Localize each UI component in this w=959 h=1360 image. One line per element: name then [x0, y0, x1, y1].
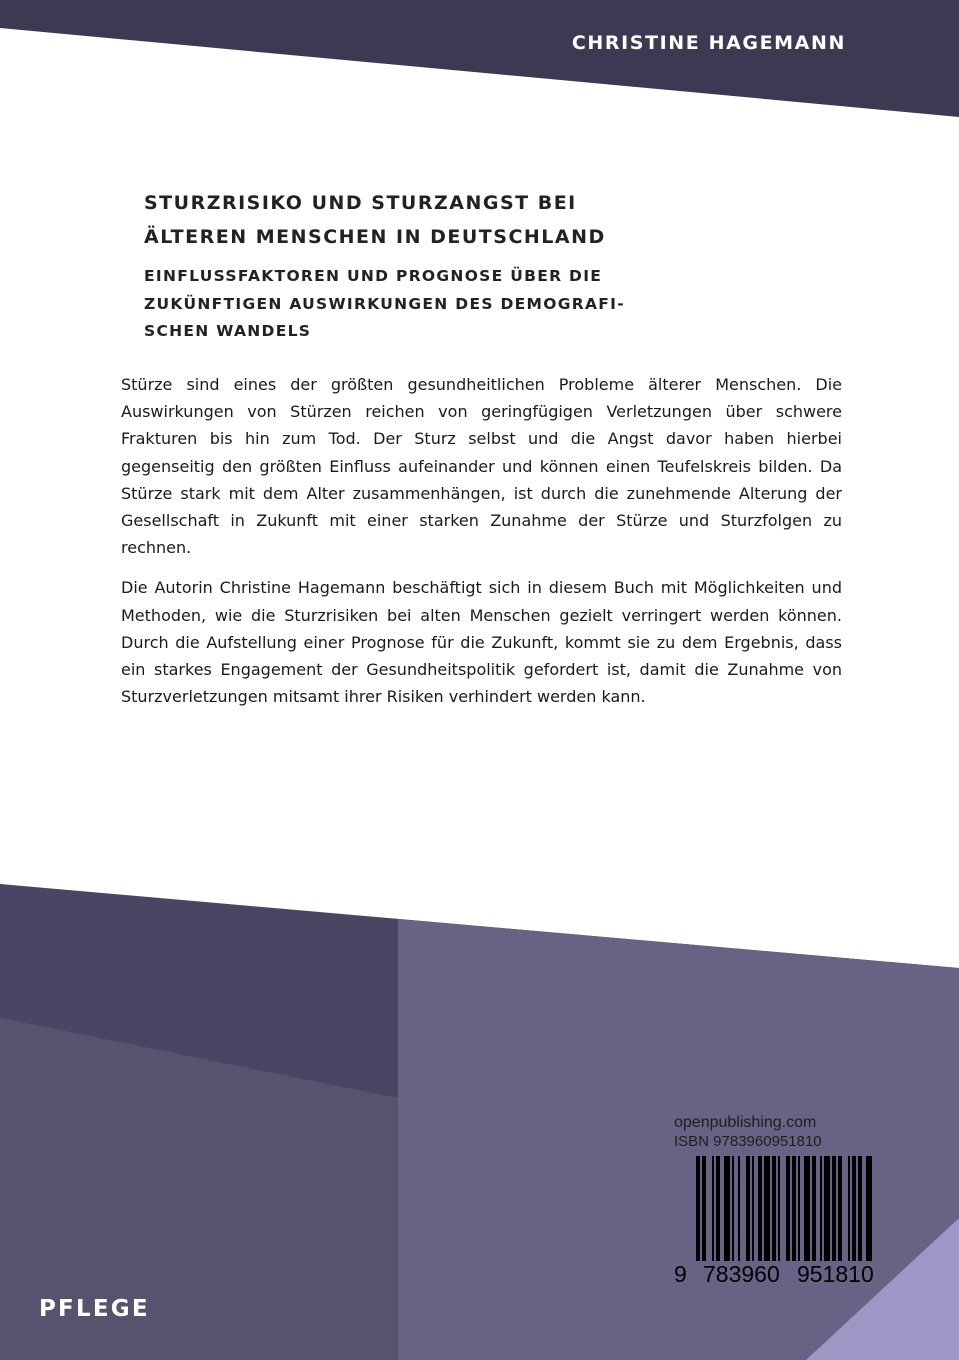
isbn-barcode — [696, 1156, 892, 1261]
barcode-bar — [792, 1156, 796, 1261]
barcode-bar — [798, 1156, 800, 1261]
barcode-bar — [724, 1156, 730, 1261]
barcode-bar — [778, 1156, 780, 1261]
barcode-bar — [758, 1156, 762, 1261]
barcode-bar — [812, 1156, 816, 1261]
book-subtitle-line: ZUKÜNFTIGEN AUSWIRKUNGEN DES DEMOGRAFI- — [144, 294, 625, 313]
barcode-bar — [752, 1156, 754, 1261]
book-title-line: ÄLTEREN MENSCHEN IN DEUTSCHLAND — [144, 226, 606, 248]
category-label: PFLEGE — [39, 1296, 150, 1322]
barcode-digit-prefix: 9 — [674, 1261, 687, 1287]
barcode-bar — [732, 1156, 734, 1261]
book-subtitle-line: SCHEN WANDELS — [144, 322, 312, 340]
barcode-bar — [786, 1156, 790, 1261]
barcode-bar — [702, 1156, 706, 1261]
blurb-paragraph: Die Autorin Christine Hagemann beschäftigt sich in diesem Buch mit Möglichkeiten und Methoden, wie die Sturzrisiken bei alten Menschen gezielt verringert werden können. Durch die Aufstellung einer Prognose für die Zukunft, kommt sie zu dem Ergebnis, dass ein starkes Engagement der Gesundheitspolitik gefordert ist, damit die Zunahme von Sturzverletzungen mitsamt ihrer Risiken verhindert werden kann. — [121, 578, 842, 707]
barcode-bar — [824, 1156, 830, 1261]
barcode-bar — [820, 1156, 822, 1261]
barcode-bar — [832, 1156, 836, 1261]
book-subtitle-line: EINFLUSSFAKTOREN UND PROGNOSE ÜBER DIE — [144, 267, 603, 285]
isbn-label: ISBN 9783960951810 — [674, 1133, 822, 1150]
book-title — [144, 186, 844, 254]
barcode-bar — [866, 1156, 872, 1261]
barcode-digit-group-right: 951810 — [797, 1261, 874, 1287]
barcode-bar — [772, 1156, 776, 1261]
barcode-bar — [716, 1156, 720, 1261]
barcode-bar — [858, 1156, 862, 1261]
book-title-line: STURZRISIKO UND STURZANGST BEI — [144, 192, 577, 214]
book-blurb — [121, 371, 842, 710]
barcode-bar — [804, 1156, 810, 1261]
top-band — [0, 0, 959, 117]
barcode-bar — [746, 1156, 750, 1261]
barcode-bar — [712, 1156, 714, 1261]
blurb-paragraph: Stürze sind eines der größten gesundheitlichen Probleme älterer Menschen. Die Auswirkungen von Stürzen reichen von geringfügigen Verletzungen über schwere Frakturen bis hin zum Tod. Der Sturz selbst und die Angst davor haben hierbei gegenseitig den größten Einfluss aufeinander und können einen Teufelskreis bilden. Da Stürze stark mit dem Alter zusammenhängen, ist durch die zunehmende Alterung der Gesellschaft in Zukunft mit einer starken Zunahme der Stürze und Sturzfolgen zu rechnen. — [121, 375, 842, 558]
author-name: CHRISTINE HAGEMANN — [571, 32, 846, 54]
book-subtitle — [144, 263, 664, 346]
barcode-bar — [852, 1156, 856, 1261]
barcode-bar — [738, 1156, 740, 1261]
barcode-bar — [696, 1156, 700, 1261]
barcode-bar — [764, 1156, 770, 1261]
publisher-url: openpublishing.com — [674, 1114, 817, 1131]
barcode-bar — [838, 1156, 842, 1261]
barcode-bar — [848, 1156, 850, 1261]
barcode-digit-group-left: 783960 — [703, 1261, 780, 1287]
